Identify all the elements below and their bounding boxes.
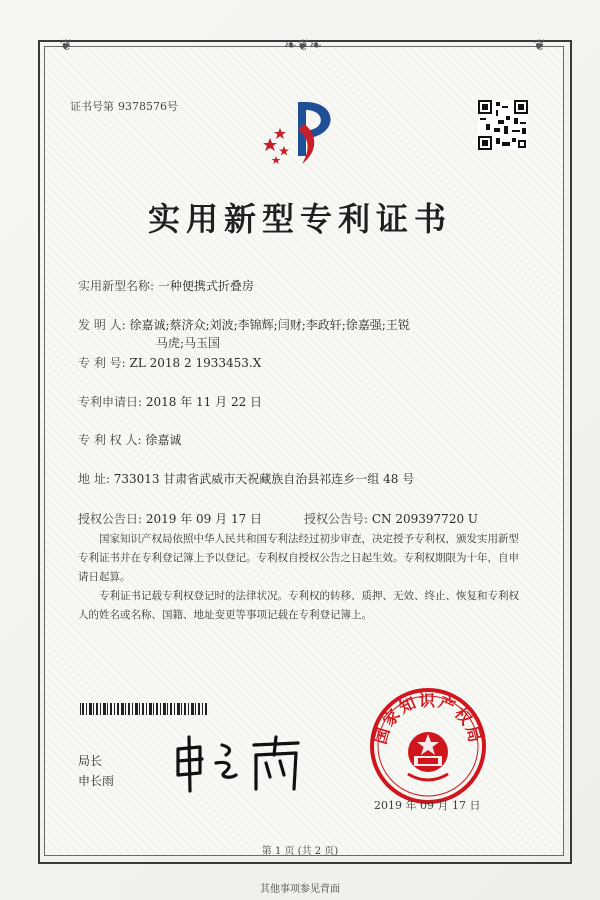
- grant-number: 授权公告号: CN 209397720 U: [304, 512, 479, 526]
- ornament-mid-icon: ❧❦❧: [284, 36, 322, 54]
- seal-date: 2019 年 09 月 17 日: [374, 799, 481, 812]
- handwritten-signature-icon: [170, 733, 310, 795]
- official-seal-icon: [368, 686, 488, 806]
- footer-note: 其他事项参见背面: [260, 884, 340, 895]
- director-title: 局长: [78, 754, 103, 768]
- qr-code-icon: [478, 100, 528, 150]
- inventors-line2: 马虎;马玉国: [156, 336, 221, 350]
- application-date: 专利申请日: 2018 年 11 月 22 日: [78, 395, 263, 409]
- barcode-icon: [80, 703, 208, 715]
- inventors: 发 明 人: 徐嘉诚;蔡济众;刘波;李锦辉;闫财;李政轩;徐嘉强;王锐: [78, 318, 410, 332]
- address: 地 址: 733013 甘肃省武威市天祝藏族自治县祁连乡一组 48 号: [78, 472, 415, 486]
- legal-paragraph-2: 专利证书记载专利权登记时的法律状况。专利权的转移、质押、无效、终止、恢复和专利权人的姓名或名称、国籍、地址变更等事项记载在专利登记簿上。: [78, 590, 519, 621]
- top-ornament: [60, 34, 546, 56]
- page-number: 第 1 页 (共 2 页): [261, 846, 339, 857]
- grant-date: 授权公告日: 2019 年 09 月 17 日: [78, 512, 263, 526]
- ornament-left-icon: ❦: [60, 36, 73, 54]
- patentee: 专 利 权 人: 徐嘉诚: [78, 433, 182, 447]
- certificate-title: 实用新型专利证书: [147, 200, 452, 238]
- utility-model-name: 实用新型名称: 一种便携式折叠房: [78, 279, 254, 293]
- patent-number: 专 利 号: ZL 2018 2 1933453.X: [78, 356, 262, 370]
- director-name: 申长雨: [78, 774, 115, 788]
- svg-text:国家知识产权局: 国家知识产权局: [370, 691, 486, 747]
- cnipa-logo-icon: [258, 94, 348, 174]
- ornament-right-icon: ❦: [533, 36, 546, 54]
- certificate-number: 证书号第 9378576号: [70, 100, 178, 113]
- legal-paragraph-1: 国家知识产权局依照中华人民共和国专利法经过初步审查，决定授予专利权，颁发实用新型专利证书并在专利登记簿上予以登记。专利权自授权公告之日起生效。专利权期限为十年，自申请日起算。: [78, 533, 519, 583]
